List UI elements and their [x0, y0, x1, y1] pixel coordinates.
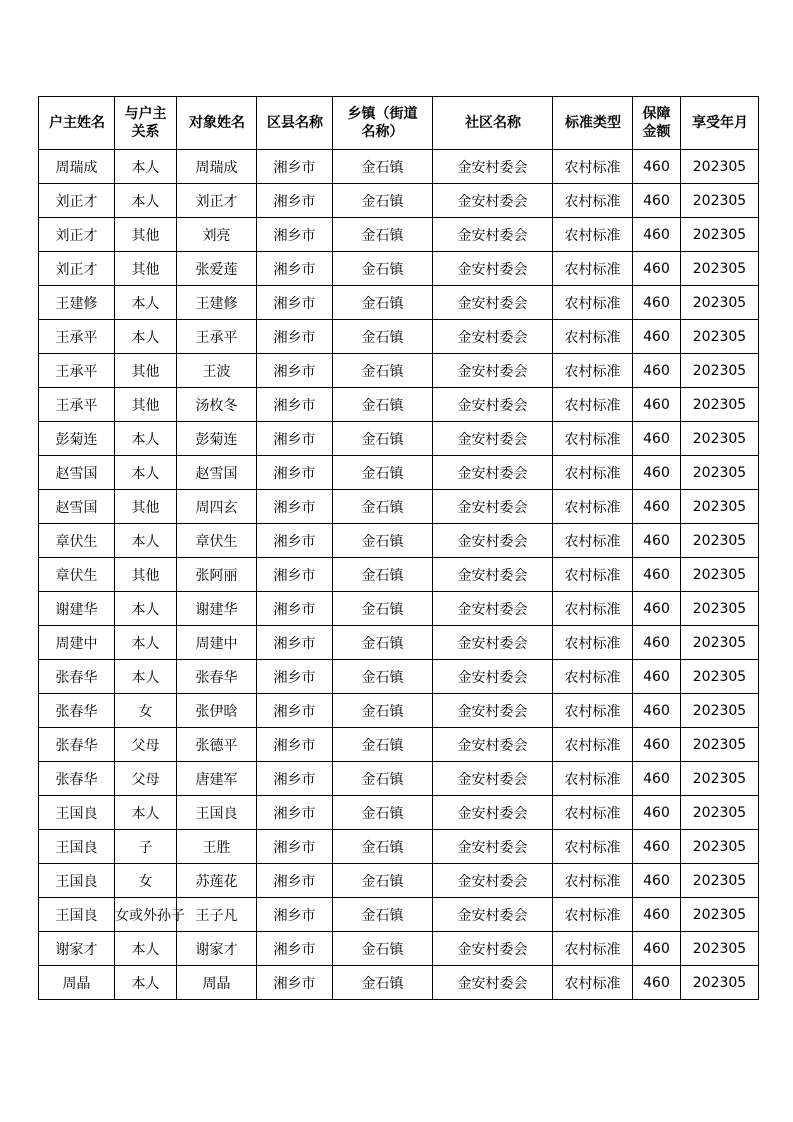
- cell-amount: 460: [633, 626, 681, 660]
- cell-standard-type: 农村标准: [553, 218, 633, 252]
- cell-relation: 本人: [115, 660, 177, 694]
- cell-county: 湘乡市: [257, 966, 333, 1000]
- cell-community: 金安村委会: [433, 694, 553, 728]
- cell-county: 湘乡市: [257, 490, 333, 524]
- cell-amount: 460: [633, 898, 681, 932]
- cell-recipient-name: 王胜: [177, 830, 257, 864]
- header-county: 区县名称: [257, 97, 333, 150]
- cell-township: 金石镇: [333, 932, 433, 966]
- benefit-roster-table: [38, 96, 759, 1000]
- cell-relation: 其他: [115, 490, 177, 524]
- cell-recipient-name: 张爱莲: [177, 252, 257, 286]
- cell-community: 金安村委会: [433, 796, 553, 830]
- cell-county: 湘乡市: [257, 864, 333, 898]
- cell-community: 金安村委会: [433, 728, 553, 762]
- cell-county: 湘乡市: [257, 184, 333, 218]
- cell-standard-type: 农村标准: [553, 728, 633, 762]
- cell-relation: 本人: [115, 184, 177, 218]
- cell-householder-name: 周瑞成: [39, 150, 115, 184]
- cell-community: 金安村委会: [433, 150, 553, 184]
- cell-standard-type: 农村标准: [553, 626, 633, 660]
- cell-recipient-name: 张伊晗: [177, 694, 257, 728]
- cell-amount: 460: [633, 558, 681, 592]
- table-row: [39, 694, 759, 728]
- table-row: [39, 184, 759, 218]
- cell-standard-type: 农村标准: [553, 558, 633, 592]
- cell-period: 202305: [681, 252, 759, 286]
- table-row: [39, 762, 759, 796]
- cell-community: 金安村委会: [433, 898, 553, 932]
- cell-township: 金石镇: [333, 422, 433, 456]
- cell-community: 金安村委会: [433, 218, 553, 252]
- cell-county: 湘乡市: [257, 150, 333, 184]
- cell-householder-name: 张春华: [39, 694, 115, 728]
- cell-county: 湘乡市: [257, 456, 333, 490]
- table-row: [39, 558, 759, 592]
- cell-relation: 本人: [115, 456, 177, 490]
- cell-relation: 子: [115, 830, 177, 864]
- table-row: [39, 626, 759, 660]
- header-relation: 与户主关系: [115, 97, 177, 150]
- cell-relation: 父母: [115, 728, 177, 762]
- cell-community: 金安村委会: [433, 286, 553, 320]
- cell-community: 金安村委会: [433, 354, 553, 388]
- cell-standard-type: 农村标准: [553, 694, 633, 728]
- cell-amount: 460: [633, 218, 681, 252]
- cell-township: 金石镇: [333, 252, 433, 286]
- table-row: [39, 796, 759, 830]
- table-row: [39, 728, 759, 762]
- cell-relation: 本人: [115, 592, 177, 626]
- cell-recipient-name: 王波: [177, 354, 257, 388]
- cell-amount: 460: [633, 966, 681, 1000]
- cell-recipient-name: 周瑞成: [177, 150, 257, 184]
- cell-relation: 本人: [115, 932, 177, 966]
- cell-recipient-name: 章伏生: [177, 524, 257, 558]
- cell-householder-name: 王建修: [39, 286, 115, 320]
- cell-period: 202305: [681, 524, 759, 558]
- cell-relation: 本人: [115, 286, 177, 320]
- table-row: [39, 660, 759, 694]
- cell-standard-type: 农村标准: [553, 320, 633, 354]
- cell-householder-name: 张春华: [39, 728, 115, 762]
- cell-township: 金石镇: [333, 762, 433, 796]
- cell-recipient-name: 周建中: [177, 626, 257, 660]
- cell-amount: 460: [633, 864, 681, 898]
- cell-county: 湘乡市: [257, 252, 333, 286]
- cell-standard-type: 农村标准: [553, 388, 633, 422]
- cell-standard-type: 农村标准: [553, 524, 633, 558]
- cell-township: 金石镇: [333, 592, 433, 626]
- cell-community: 金安村委会: [433, 592, 553, 626]
- cell-township: 金石镇: [333, 218, 433, 252]
- cell-relation: 其他: [115, 218, 177, 252]
- header-period: 享受年月: [681, 97, 759, 150]
- cell-householder-name: 王承平: [39, 354, 115, 388]
- cell-township: 金石镇: [333, 660, 433, 694]
- table-row: [39, 830, 759, 864]
- cell-standard-type: 农村标准: [553, 796, 633, 830]
- cell-recipient-name: 刘正才: [177, 184, 257, 218]
- cell-period: 202305: [681, 966, 759, 1000]
- cell-relation: 其他: [115, 252, 177, 286]
- cell-householder-name: 王国良: [39, 898, 115, 932]
- table-row: [39, 252, 759, 286]
- cell-standard-type: 农村标准: [553, 184, 633, 218]
- cell-community: 金安村委会: [433, 388, 553, 422]
- cell-period: 202305: [681, 218, 759, 252]
- cell-householder-name: 周晶: [39, 966, 115, 1000]
- cell-period: 202305: [681, 558, 759, 592]
- header-row: [39, 97, 759, 150]
- cell-standard-type: 农村标准: [553, 966, 633, 1000]
- cell-recipient-name: 王子凡: [177, 898, 257, 932]
- cell-standard-type: 农村标准: [553, 354, 633, 388]
- cell-householder-name: 张春华: [39, 660, 115, 694]
- cell-standard-type: 农村标准: [553, 830, 633, 864]
- cell-standard-type: 农村标准: [553, 592, 633, 626]
- cell-period: 202305: [681, 762, 759, 796]
- table-row: [39, 966, 759, 1000]
- header-recipient-name: 对象姓名: [177, 97, 257, 150]
- cell-relation: 女: [115, 864, 177, 898]
- cell-amount: 460: [633, 456, 681, 490]
- table-row: [39, 932, 759, 966]
- cell-standard-type: 农村标准: [553, 252, 633, 286]
- cell-recipient-name: 周四玄: [177, 490, 257, 524]
- cell-county: 湘乡市: [257, 286, 333, 320]
- cell-householder-name: 王国良: [39, 796, 115, 830]
- cell-relation: 本人: [115, 966, 177, 1000]
- cell-township: 金石镇: [333, 864, 433, 898]
- cell-standard-type: 农村标准: [553, 898, 633, 932]
- cell-period: 202305: [681, 864, 759, 898]
- cell-township: 金石镇: [333, 490, 433, 524]
- table-row: [39, 864, 759, 898]
- cell-recipient-name: 汤枚冬: [177, 388, 257, 422]
- cell-township: 金石镇: [333, 626, 433, 660]
- cell-amount: 460: [633, 354, 681, 388]
- cell-recipient-name: 周晶: [177, 966, 257, 1000]
- cell-amount: 460: [633, 796, 681, 830]
- cell-householder-name: 章伏生: [39, 524, 115, 558]
- cell-householder-name: 赵雪国: [39, 456, 115, 490]
- table-row: [39, 456, 759, 490]
- cell-householder-name: 王承平: [39, 388, 115, 422]
- cell-relation: 本人: [115, 626, 177, 660]
- cell-recipient-name: 王建修: [177, 286, 257, 320]
- cell-standard-type: 农村标准: [553, 422, 633, 456]
- cell-period: 202305: [681, 490, 759, 524]
- cell-township: 金石镇: [333, 898, 433, 932]
- table-row: [39, 150, 759, 184]
- header-community: 社区名称: [433, 97, 553, 150]
- cell-county: 湘乡市: [257, 218, 333, 252]
- cell-county: 湘乡市: [257, 932, 333, 966]
- cell-amount: 460: [633, 388, 681, 422]
- cell-community: 金安村委会: [433, 252, 553, 286]
- cell-householder-name: 赵雪国: [39, 490, 115, 524]
- cell-householder-name: 周建中: [39, 626, 115, 660]
- cell-township: 金石镇: [333, 796, 433, 830]
- cell-community: 金安村委会: [433, 456, 553, 490]
- cell-community: 金安村委会: [433, 524, 553, 558]
- table-row: [39, 524, 759, 558]
- cell-relation: 其他: [115, 558, 177, 592]
- cell-township: 金石镇: [333, 286, 433, 320]
- cell-period: 202305: [681, 830, 759, 864]
- cell-period: 202305: [681, 728, 759, 762]
- cell-township: 金石镇: [333, 728, 433, 762]
- table-row: [39, 592, 759, 626]
- cell-relation: 女或外孙子: [115, 898, 177, 932]
- table-row: [39, 388, 759, 422]
- table-row: [39, 898, 759, 932]
- cell-householder-name: 彭菊连: [39, 422, 115, 456]
- cell-period: 202305: [681, 932, 759, 966]
- table-row: [39, 320, 759, 354]
- header-township: 乡镇（街道名称）: [333, 97, 433, 150]
- cell-recipient-name: 谢家才: [177, 932, 257, 966]
- cell-county: 湘乡市: [257, 796, 333, 830]
- cell-period: 202305: [681, 388, 759, 422]
- cell-community: 金安村委会: [433, 490, 553, 524]
- cell-county: 湘乡市: [257, 354, 333, 388]
- cell-householder-name: 章伏生: [39, 558, 115, 592]
- cell-township: 金石镇: [333, 456, 433, 490]
- cell-recipient-name: 谢建华: [177, 592, 257, 626]
- cell-community: 金安村委会: [433, 830, 553, 864]
- cell-community: 金安村委会: [433, 558, 553, 592]
- cell-county: 湘乡市: [257, 422, 333, 456]
- cell-householder-name: 王国良: [39, 864, 115, 898]
- cell-amount: 460: [633, 592, 681, 626]
- cell-standard-type: 农村标准: [553, 864, 633, 898]
- cell-period: 202305: [681, 456, 759, 490]
- cell-standard-type: 农村标准: [553, 490, 633, 524]
- table-row: [39, 286, 759, 320]
- cell-amount: 460: [633, 694, 681, 728]
- cell-township: 金石镇: [333, 150, 433, 184]
- cell-amount: 460: [633, 490, 681, 524]
- cell-standard-type: 农村标准: [553, 150, 633, 184]
- cell-householder-name: 刘正才: [39, 252, 115, 286]
- cell-relation: 父母: [115, 762, 177, 796]
- cell-amount: 460: [633, 422, 681, 456]
- cell-relation: 本人: [115, 796, 177, 830]
- cell-county: 湘乡市: [257, 898, 333, 932]
- cell-standard-type: 农村标准: [553, 932, 633, 966]
- table-header: [39, 97, 759, 150]
- cell-county: 湘乡市: [257, 320, 333, 354]
- cell-relation: 本人: [115, 150, 177, 184]
- cell-county: 湘乡市: [257, 592, 333, 626]
- cell-community: 金安村委会: [433, 320, 553, 354]
- cell-period: 202305: [681, 286, 759, 320]
- header-householder-name: 户主姓名: [39, 97, 115, 150]
- cell-householder-name: 王国良: [39, 830, 115, 864]
- cell-standard-type: 农村标准: [553, 660, 633, 694]
- cell-recipient-name: 苏莲花: [177, 864, 257, 898]
- cell-amount: 460: [633, 762, 681, 796]
- table-row: [39, 490, 759, 524]
- cell-county: 湘乡市: [257, 626, 333, 660]
- table-row: [39, 422, 759, 456]
- cell-relation: 其他: [115, 354, 177, 388]
- cell-period: 202305: [681, 898, 759, 932]
- cell-householder-name: 张春华: [39, 762, 115, 796]
- table-row: [39, 354, 759, 388]
- cell-standard-type: 农村标准: [553, 286, 633, 320]
- cell-community: 金安村委会: [433, 660, 553, 694]
- cell-county: 湘乡市: [257, 388, 333, 422]
- cell-period: 202305: [681, 626, 759, 660]
- table-body: [39, 150, 759, 1000]
- header-amount: 保障金额: [633, 97, 681, 150]
- cell-county: 湘乡市: [257, 830, 333, 864]
- cell-recipient-name: 刘亮: [177, 218, 257, 252]
- table-row: [39, 218, 759, 252]
- cell-township: 金石镇: [333, 694, 433, 728]
- cell-county: 湘乡市: [257, 694, 333, 728]
- cell-recipient-name: 张德平: [177, 728, 257, 762]
- cell-amount: 460: [633, 660, 681, 694]
- cell-recipient-name: 张阿丽: [177, 558, 257, 592]
- cell-householder-name: 王承平: [39, 320, 115, 354]
- cell-householder-name: 谢家才: [39, 932, 115, 966]
- cell-householder-name: 谢建华: [39, 592, 115, 626]
- cell-county: 湘乡市: [257, 524, 333, 558]
- cell-amount: 460: [633, 320, 681, 354]
- cell-recipient-name: 赵雪国: [177, 456, 257, 490]
- cell-township: 金石镇: [333, 388, 433, 422]
- cell-amount: 460: [633, 150, 681, 184]
- cell-amount: 460: [633, 286, 681, 320]
- cell-community: 金安村委会: [433, 932, 553, 966]
- cell-township: 金石镇: [333, 524, 433, 558]
- cell-community: 金安村委会: [433, 422, 553, 456]
- cell-period: 202305: [681, 694, 759, 728]
- cell-relation: 本人: [115, 320, 177, 354]
- cell-period: 202305: [681, 354, 759, 388]
- cell-amount: 460: [633, 524, 681, 558]
- cell-householder-name: 刘正才: [39, 184, 115, 218]
- cell-amount: 460: [633, 728, 681, 762]
- header-standard-type: 标准类型: [553, 97, 633, 150]
- cell-township: 金石镇: [333, 830, 433, 864]
- cell-county: 湘乡市: [257, 762, 333, 796]
- cell-township: 金石镇: [333, 966, 433, 1000]
- cell-period: 202305: [681, 592, 759, 626]
- cell-amount: 460: [633, 184, 681, 218]
- cell-relation: 其他: [115, 388, 177, 422]
- cell-period: 202305: [681, 150, 759, 184]
- cell-recipient-name: 彭菊连: [177, 422, 257, 456]
- cell-relation: 女: [115, 694, 177, 728]
- cell-standard-type: 农村标准: [553, 762, 633, 796]
- cell-township: 金石镇: [333, 558, 433, 592]
- cell-recipient-name: 唐建军: [177, 762, 257, 796]
- cell-amount: 460: [633, 252, 681, 286]
- cell-county: 湘乡市: [257, 660, 333, 694]
- cell-amount: 460: [633, 830, 681, 864]
- cell-recipient-name: 张春华: [177, 660, 257, 694]
- cell-period: 202305: [681, 796, 759, 830]
- cell-community: 金安村委会: [433, 966, 553, 1000]
- cell-recipient-name: 王承平: [177, 320, 257, 354]
- cell-county: 湘乡市: [257, 728, 333, 762]
- cell-amount: 460: [633, 932, 681, 966]
- cell-community: 金安村委会: [433, 184, 553, 218]
- cell-period: 202305: [681, 320, 759, 354]
- cell-recipient-name: 王国良: [177, 796, 257, 830]
- cell-county: 湘乡市: [257, 558, 333, 592]
- cell-period: 202305: [681, 422, 759, 456]
- cell-township: 金石镇: [333, 320, 433, 354]
- cell-relation: 本人: [115, 524, 177, 558]
- cell-community: 金安村委会: [433, 626, 553, 660]
- cell-relation: 本人: [115, 422, 177, 456]
- cell-householder-name: 刘正才: [39, 218, 115, 252]
- cell-township: 金石镇: [333, 354, 433, 388]
- cell-period: 202305: [681, 660, 759, 694]
- cell-period: 202305: [681, 184, 759, 218]
- cell-community: 金安村委会: [433, 762, 553, 796]
- cell-township: 金石镇: [333, 184, 433, 218]
- cell-community: 金安村委会: [433, 864, 553, 898]
- cell-standard-type: 农村标准: [553, 456, 633, 490]
